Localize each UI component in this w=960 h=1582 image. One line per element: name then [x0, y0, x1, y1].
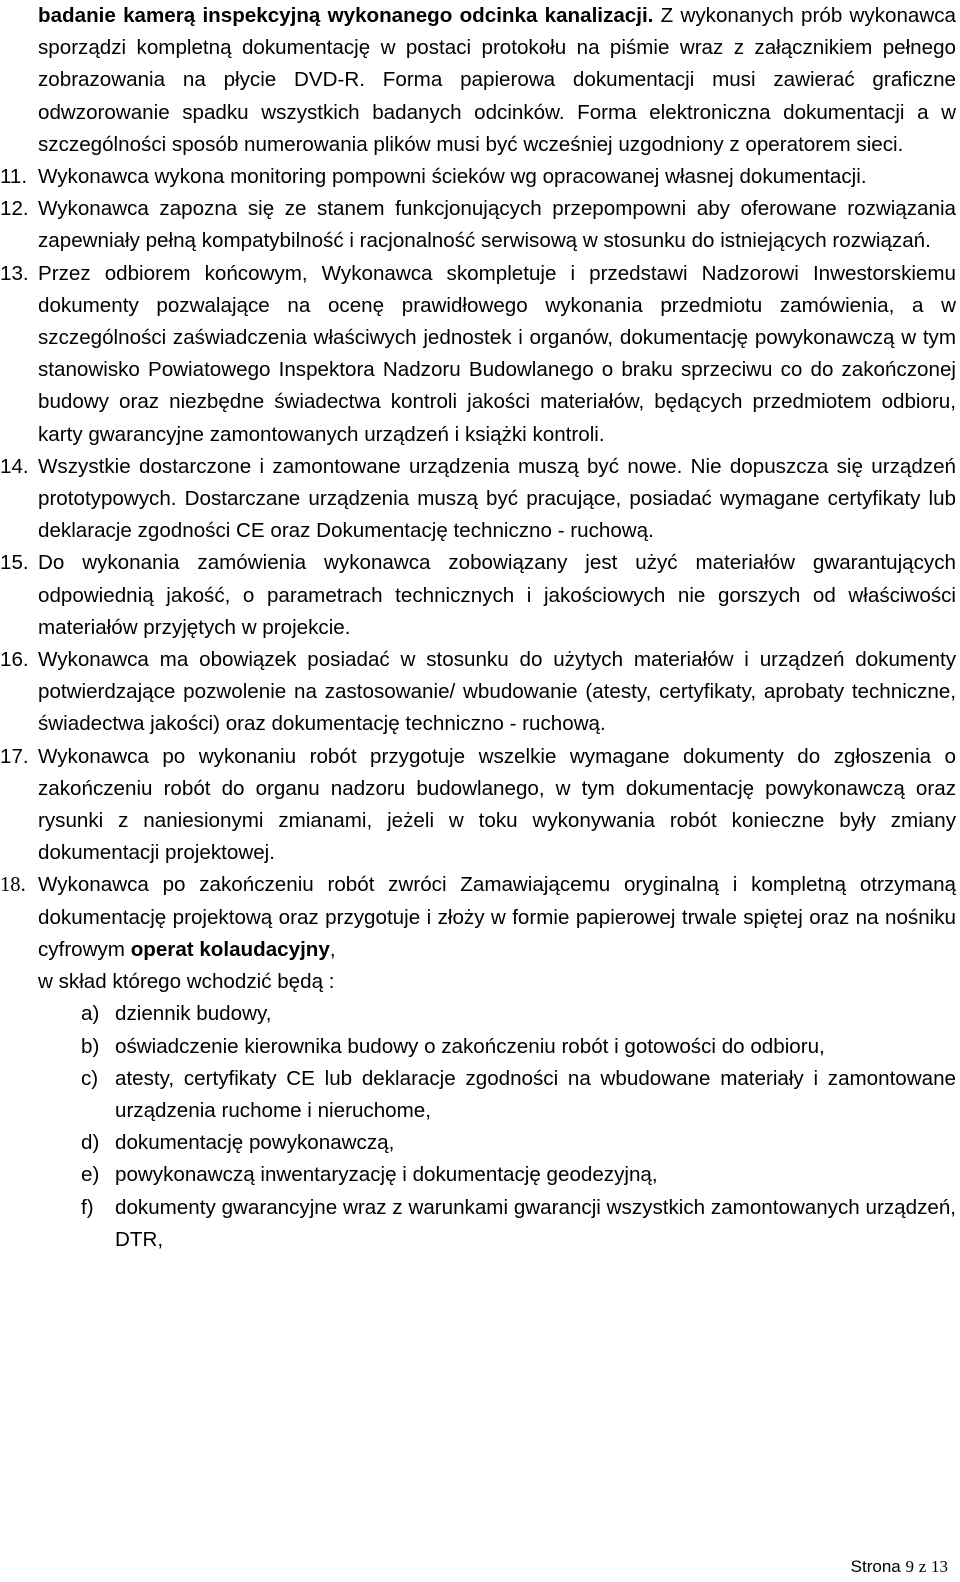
item-number: 12.: [0, 197, 29, 221]
sub-item-letter: b): [81, 1034, 100, 1058]
sub-item-text: dokumentację powykonawczą,: [115, 1131, 395, 1155]
footer-separator: z: [918, 1557, 927, 1576]
list-item: [0, 193, 956, 257]
item-number: 15.: [0, 551, 29, 575]
item-number: 17.: [0, 744, 29, 768]
sub-list-item: [38, 1031, 956, 1063]
sub-item-letter: f): [81, 1195, 94, 1219]
intro-text: Z wykonanych prób wykonawca sporządzi kompletną dokumentację w postaci protokołu na piśmie wraz z załącznikiem pełnego zobrazowania na płycie DVD-R. Forma papierowa dokumentacji musi zawierać graficzne odwzorowanie spadku wszystkich badanych odcinków. Forma elektroniczna dokumentacji a w szczególności sposób numerowania plików musi być wcześniej uzgodniony z operatorem sieci.: [38, 4, 956, 156]
item-number: 16.: [0, 648, 29, 672]
list-item: [0, 547, 956, 644]
sub-list-item: [38, 998, 956, 1030]
item-text: Przez odbiorem końcowym, Wykonawca skompletuje i przedstawi Nadzorowi Inwestorskiemu dokumenty pozwalające na ocenę prawidłowego wykonania przedmiotu zamówienia, a w szczególności zaświadczenia właściwych jednostek i organów, dokumentację powykonawczą w tym stanowisko Powiatowego Inspektora Nadzoru Budowlanego o braku sprzeciwu co do zakończonej budowy oraz niezbędne świadectwa kontroli jakości materiałów, będących przedmiotem odbioru, karty gwarancyjne zamontowanych urządzeń i książki kontroli.: [38, 261, 956, 446]
intro-paragraph: [38, 0, 956, 161]
page-footer: [851, 1557, 948, 1577]
sub-item-text: dokumenty gwarancyjne wraz z warunkami gwarancji wszystkich zamontowanych urządzeń, DTR,: [115, 1195, 956, 1251]
item-text: Wykonawca wykona monitoring pompowni ścieków wg opracowanej własnej dokumentacji.: [38, 165, 867, 189]
item-text: Wykonawca po wykonaniu robót przygotuje wszelkie wymagane dokumenty do zgłoszenia o zakończeniu robót do organu nadzoru budowlanego, w tym dokumentację powykonawczą oraz rysunki z naniesionymi zmianami, jeżeli w toku wykonywania robót konieczne były zmiany dokumentacji projektowej.: [38, 744, 956, 865]
sub-list-item: [38, 1127, 956, 1159]
sub-item-text: atesty, certyfikaty CE lub deklaracje zgodności na wbudowane materiały i zamontowane urządzenia ruchome i nieruchome,: [115, 1066, 956, 1122]
item-text: Wykonawca ma obowiązek posiadać w stosunku do użytych materiałów i urządzeń dokumenty potwierdzające pozwolenie na zastosowanie/ wbudowanie (atesty, certyfikaty, aprobaty techniczne, świadectwa jakości) oraz dokumentację techniczno - ruchową.: [38, 648, 956, 736]
item-bold-term: operat kolaudacyjny: [130, 937, 330, 961]
list-item-18: [0, 869, 956, 966]
intro-bold-line: badanie kamerą inspekcyjną wykonanego odcinka kanalizacji.: [38, 4, 654, 27]
sub-item-letter: c): [81, 1066, 99, 1090]
subitems-lead: w skład którego wchodzić będą :: [38, 970, 335, 994]
item-text: Do wykonania zamówienia wykonawca zobowiązany jest użyć materiałów gwarantujących odpowiednią jakość, o parametrach technicznych i jakościowych nie gorszych od właściwości materiałów przyjętych w projekcie.: [38, 551, 956, 639]
item-number: 18.: [0, 874, 26, 897]
item-number: 11.: [0, 165, 28, 189]
item-text: Wykonawca zapozna się ze stanem funkcjonujących przepompowni aby oferowane rozwiązania zapewniały pełną kompatybilność i racjonalność serwisową w stosunku do istniejących rozwiązań.: [38, 197, 956, 253]
sub-list-item: [38, 1063, 956, 1127]
item-number: 14.: [0, 454, 29, 478]
footer-total-pages: 13: [931, 1557, 948, 1576]
sub-item-text: dziennik budowy,: [115, 1002, 272, 1026]
item-text: Wszystkie dostarczone i zamontowane urządzenia muszą być nowe. Nie dopuszcza się urządzeń prototypowych. Dostarczane urządzenia muszą być pracujące, posiadać wymagane certyfikaty lub deklaracje zgodności CE oraz Dokumentację techniczno - ruchową.: [38, 454, 956, 543]
sub-list-item: [38, 1159, 956, 1191]
list-item: [0, 161, 956, 193]
sub-list-item: [38, 1192, 956, 1256]
footer-page-number: 9: [905, 1557, 914, 1576]
item-text-tail: ,: [329, 937, 336, 961]
list-item: [0, 258, 956, 451]
sub-item-text: oświadczenie kierownika budowy o zakończeniu robót i gotowości do odbioru,: [115, 1034, 825, 1058]
sub-item-letter: d): [81, 1131, 100, 1155]
sub-item-letter: e): [81, 1163, 100, 1187]
item-text: Wykonawca po zakończeniu robót zwróci Zamawiającemu oryginalną i kompletną otrzymaną dokumentację projektową oraz przygotuje i złoży w formie papierowej trwale spiętej oraz na nośniku cyfrowym: [38, 873, 956, 961]
sub-item-text: powykonawczą inwentaryzację i dokumentację geodezyjną,: [115, 1163, 658, 1187]
list-item: [0, 741, 956, 870]
item-number: 13.: [0, 261, 29, 285]
list-item: [0, 451, 956, 548]
list-item: [0, 644, 956, 741]
sub-item-letter: a): [81, 1002, 100, 1026]
footer-label: Strona: [850, 1557, 901, 1576]
